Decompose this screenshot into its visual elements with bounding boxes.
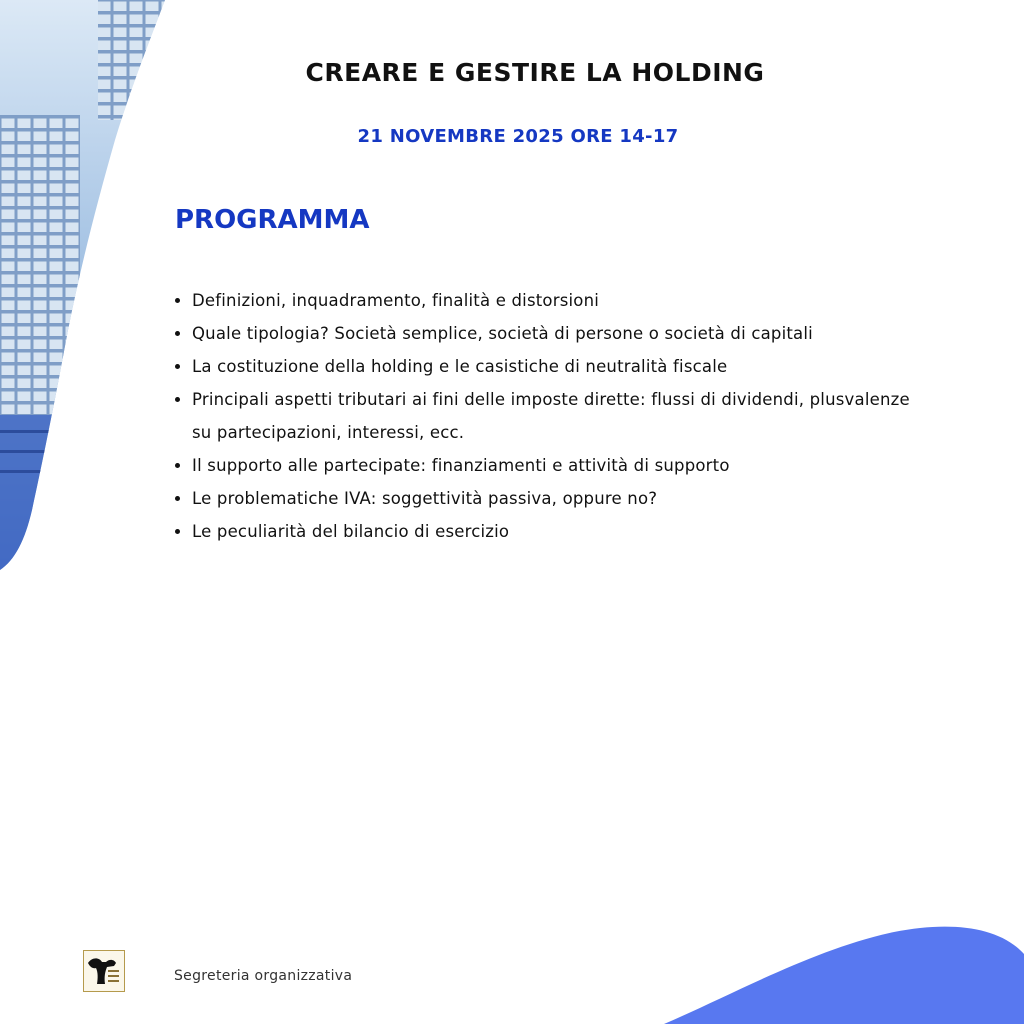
program-list xyxy=(192,284,932,548)
list-item: Il supporto alle partecipate: finanziamenti e attività di supporto xyxy=(192,449,932,482)
list-item: La costituzione della holding e le casistiche di neutralità fiscale xyxy=(192,350,932,383)
wave-shape xyxy=(664,927,1024,1024)
list-item: Definizioni, inquadramento, finalità e distorsioni xyxy=(192,284,932,317)
event-date: 21 NOVEMBRE 2025 ORE 14-17 xyxy=(357,126,679,147)
wave-decoration xyxy=(664,924,1024,1024)
organization-logo-icon xyxy=(83,950,125,992)
section-title: PROGRAMMA xyxy=(175,205,370,235)
list-item: Quale tipologia? Società semplice, società di persone o società di capitali xyxy=(192,317,932,350)
event-title: CREARE E GESTIRE LA HOLDING xyxy=(305,58,765,87)
footer-label: Segreteria organizzativa xyxy=(174,968,353,984)
list-item: Le peculiarità del bilancio di esercizio xyxy=(192,515,932,548)
list-item: Le problematiche IVA: soggettività passiva, oppure no? xyxy=(192,482,932,515)
list-item: Principali aspetti tributari ai fini delle imposte dirette: flussi di dividendi, plusvalenze su partecipazioni, interessi, ecc. xyxy=(192,383,932,449)
